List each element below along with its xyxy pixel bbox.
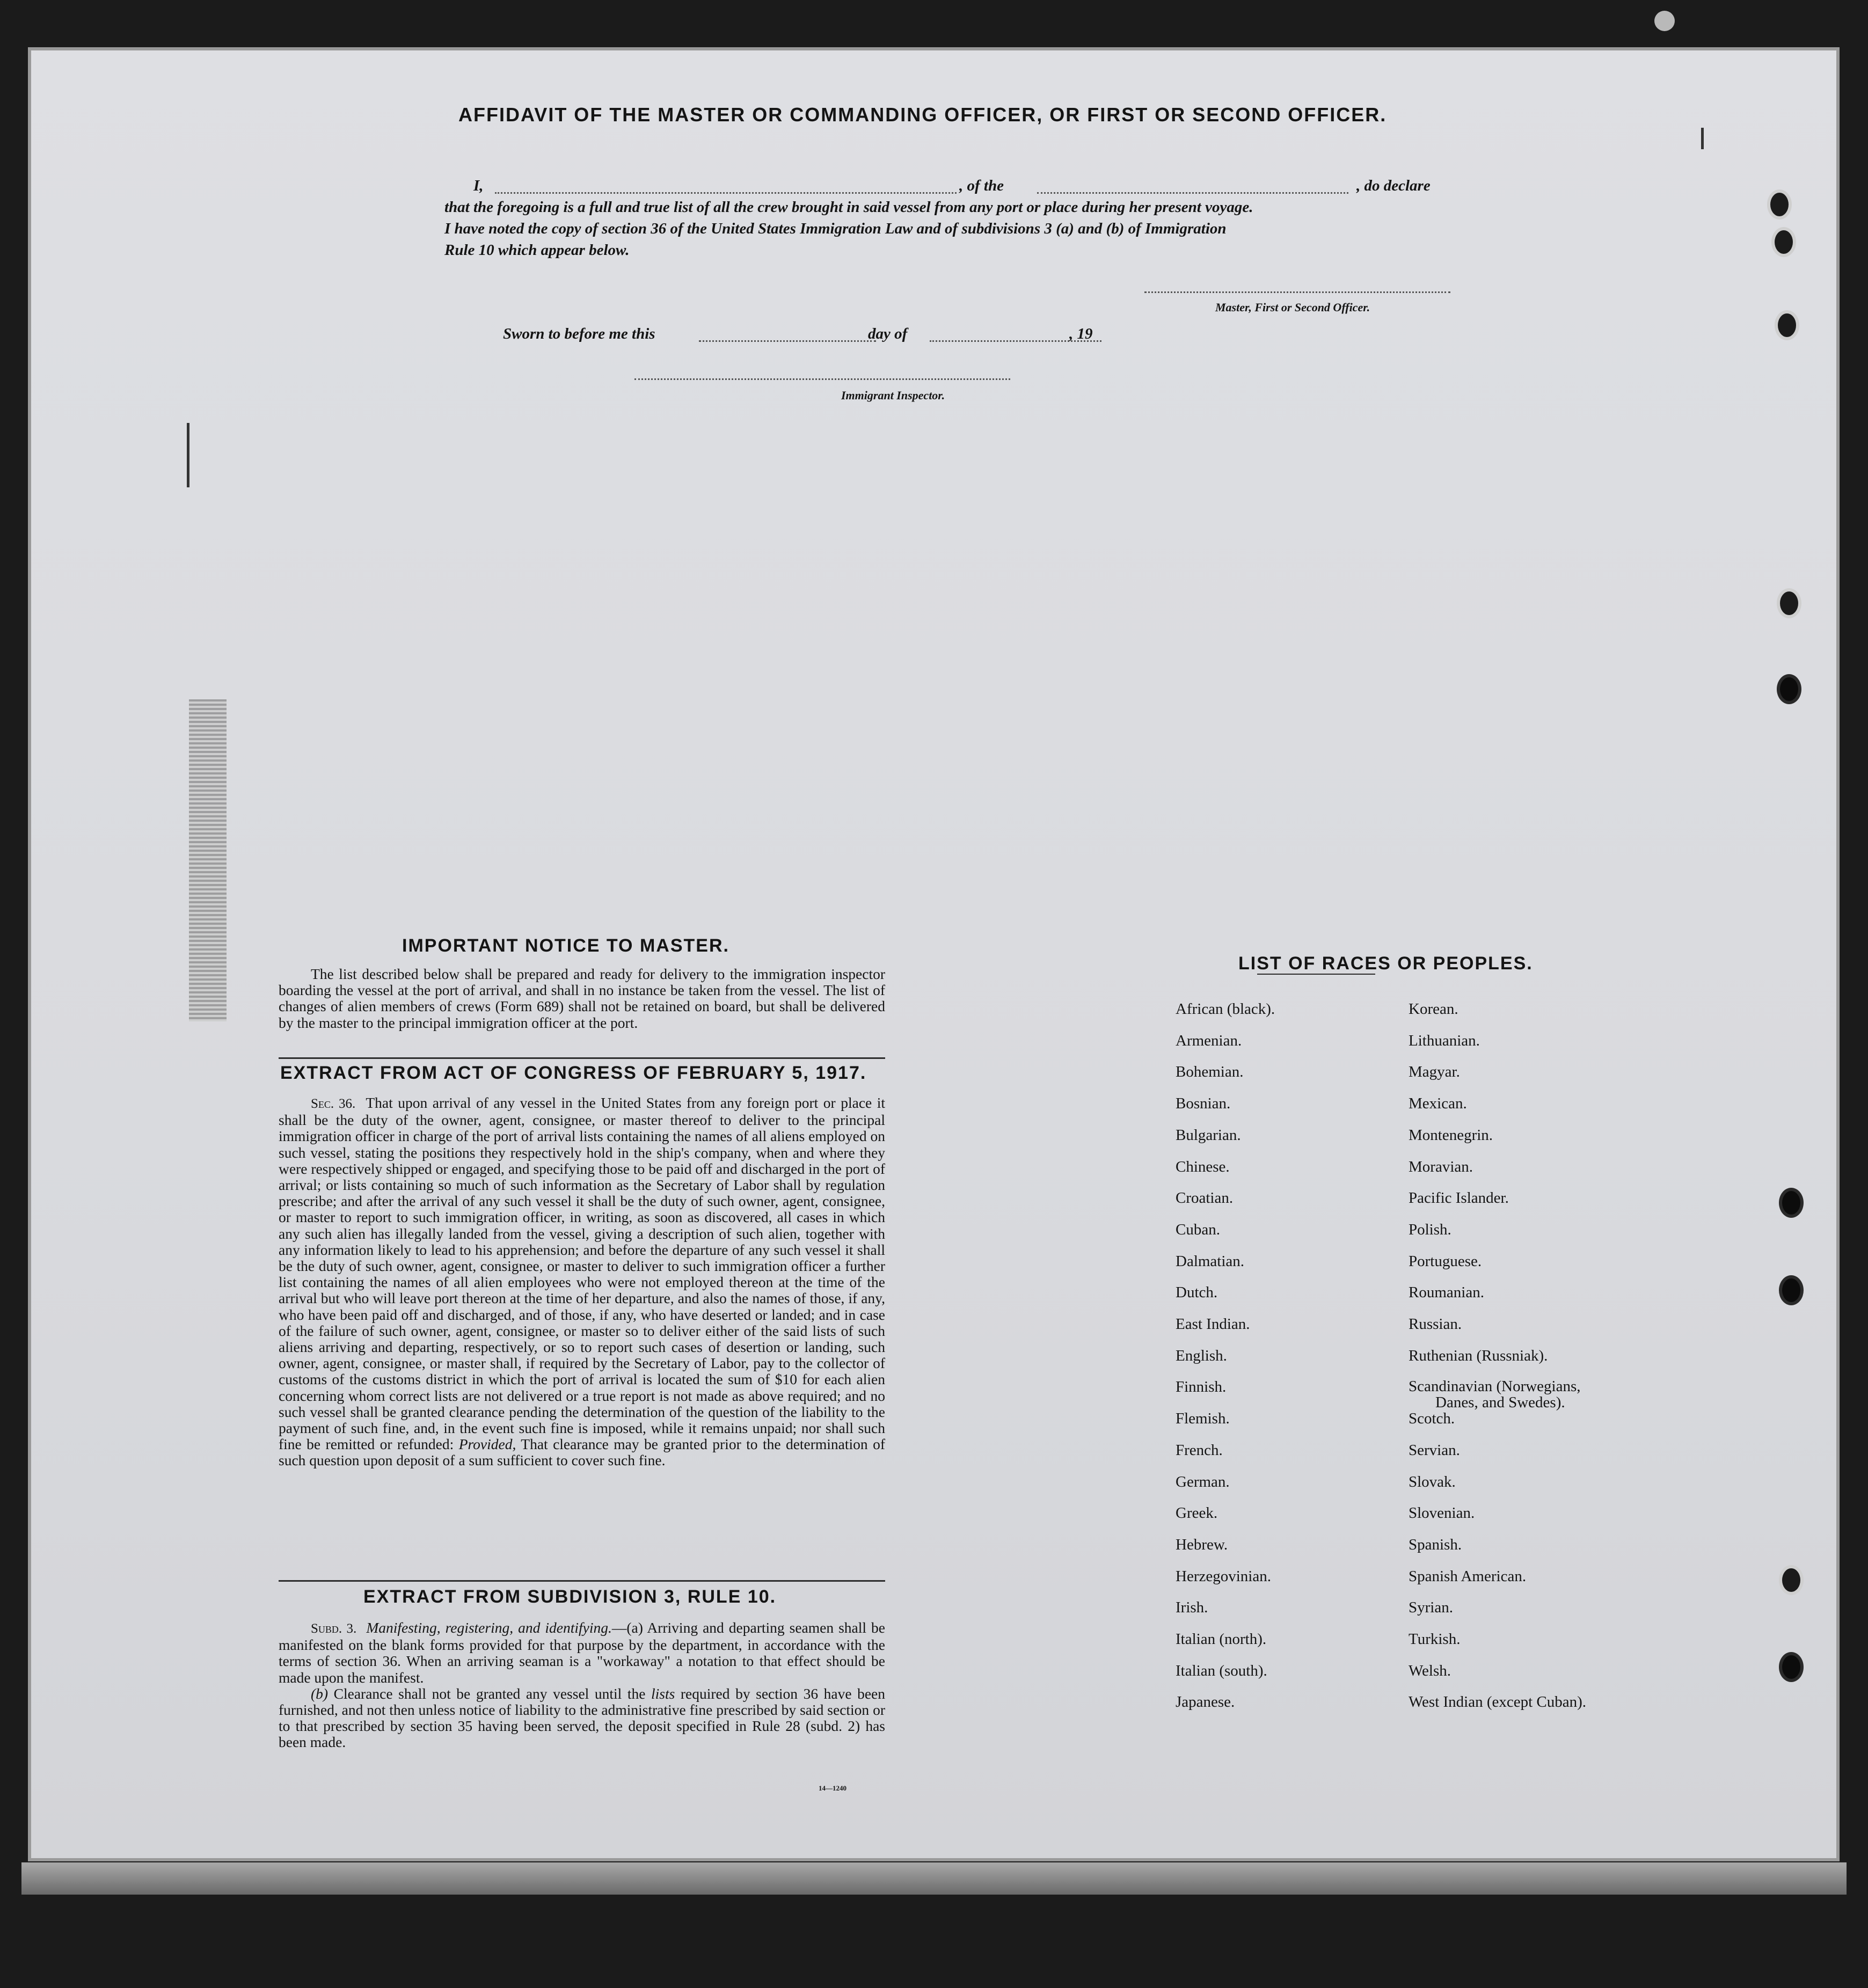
race-item: Cuban.: [1176, 1220, 1220, 1238]
notice-title: IMPORTANT NOTICE TO MASTER.: [402, 935, 729, 956]
signature-caption: Master, First or Second Officer.: [1215, 301, 1370, 314]
binder-hole: [1779, 1275, 1804, 1305]
race-item: Italian (north).: [1176, 1631, 1267, 1648]
race-item: Servian.: [1409, 1441, 1460, 1459]
race-item: Bulgarian.: [1176, 1126, 1241, 1144]
race-item: Scotch.: [1409, 1410, 1455, 1428]
race-item: Flemish.: [1176, 1410, 1230, 1428]
act-rule: [279, 1580, 885, 1582]
race-item: Japanese.: [1176, 1693, 1235, 1711]
affidavit-of-the: , of the: [959, 177, 1004, 194]
part-b-label: (b): [311, 1685, 329, 1702]
act-title: EXTRACT FROM ACT OF CONGRESS OF FEBRUARY 5, 1917.: [280, 1063, 867, 1083]
corner-mark: [1654, 11, 1675, 31]
race-item: Slovak.: [1409, 1473, 1456, 1490]
act-text-end: That clearance may be granted prior to the determination of such question upon deposit of a sum sufficient to cover such fine.: [279, 1436, 885, 1469]
inspector-blank[interactable]: [634, 378, 1010, 380]
affidavit-line4: Rule 10 which appear below.: [444, 242, 630, 259]
part-a-text: —(a) Arriving and departing seamen shall be manifested on the blank forms provided for that purpose by the department, in accordance with the terms of section 36. When an arriving seaman is a "workaway" a notation to that effect should be made upon the manifest.: [279, 1619, 885, 1686]
binder-hole: [1779, 1188, 1804, 1218]
race-item: West Indian (except Cuban).: [1409, 1693, 1587, 1711]
binder-hole: [1779, 1652, 1804, 1682]
race-item: Hebrew.: [1176, 1536, 1228, 1553]
signature-blank[interactable]: [1144, 291, 1450, 293]
race-item: Polish.: [1409, 1220, 1451, 1238]
notice-text: The list described below shall be prepared and ready for delivery to the immigration inspector boarding the vessel at the port of arrival, and shall in no instance be taken from the vessel. The list of changes of alien members of crews (Form 689) shall not be retained on board, but shall be delivered by the master to the principal immigration officer at the port.: [279, 966, 885, 1031]
race-item: Welsh.: [1409, 1662, 1451, 1679]
race-item: Turkish.: [1409, 1631, 1461, 1648]
race-item: Chinese.: [1176, 1158, 1230, 1175]
paper-stack-edge: [21, 1862, 1847, 1895]
affidavit-i: I,: [473, 177, 484, 194]
part-b-text-1: Clearance shall not be granted any vessel until the: [333, 1685, 646, 1702]
race-item: Herzegovinian.: [1176, 1567, 1271, 1585]
race-item: Mexican.: [1409, 1095, 1467, 1113]
race-item: Italian (south).: [1176, 1662, 1267, 1679]
race-item: Greek.: [1176, 1504, 1218, 1522]
race-item-continuation: Danes, and Swedes).: [1435, 1394, 1565, 1412]
affidavit-title: AFFIDAVIT OF THE MASTER OR COMMANDING OFFICER, OR FIRST OR SECOND OFFICER.: [458, 104, 1387, 126]
race-item: Ruthenian (Russniak).: [1409, 1347, 1548, 1364]
binder-hole: [1771, 227, 1796, 257]
margin-smudge: [189, 699, 227, 1021]
rule-body: [279, 1620, 885, 1751]
affidavit-line3: I have noted the copy of section 36 of the United States Immigration Law and of subdivisions 3 (a) and (b) of Immigration: [444, 220, 1227, 237]
race-item: Portuguese.: [1409, 1252, 1482, 1270]
race-item: Magyar.: [1409, 1063, 1460, 1081]
subd-heading: Manifesting, registering, and identifying.: [366, 1619, 612, 1636]
race-item: Korean.: [1409, 1000, 1458, 1018]
race-item: Lithuanian.: [1409, 1032, 1480, 1049]
race-item: French.: [1176, 1441, 1223, 1459]
sworn-day-blank[interactable]: [699, 340, 876, 342]
race-item: Dalmatian.: [1176, 1252, 1245, 1270]
document-page: [28, 47, 1840, 1861]
race-item: Pacific Islander.: [1409, 1189, 1509, 1207]
affidavit-declare: , do declare: [1356, 177, 1431, 194]
binder-hole: [1779, 1565, 1804, 1595]
act-text: That upon arrival of any vessel in the United States from any foreign port or place it shall be the duty of the owner, agent, consignee, or master thereof to deliver to the principal immigration officer in charge of the port of arrival lists containing the names of all aliens employed on such vessel, stating the positions they respectively hold in the ship's company, when and where they were respectively shipped or engaged, and specifying those to be paid off and discharged in the port of arrival; or lists containing so much of such information as the Secretary of Labor shall by regulation prescribe; and after the arrival of any such vessel it shall be the duty of such owner, agent, consignee, or master to report to such immigration officer, in writing, as soon as discovered, all cases in which any such alien has illegally landed from the vessel, giving a description of such alien, together with any information likely to lead to his apprehension; and before the departure of any such vessel it shall be the duty of such owner, agent, consignee, or master to deliver to such immigration officer a further list containing the names of all alien employees who were not employed thereon at the time of the arrival but who will leave port thereon at the time of her departure, and also the names of those, if any, who have been paid off and discharged, and of those, if any, who have deserted or landed; and in case of the failure of such owner, agent, consignee, or master so to deliver either of the said lists of such aliens arriving and departing, respectively, or so to report such cases of desertion or landing, such owner, agent, consignee, or master shall, if required by the Secretary of Labor, pay to the collector of customs of the customs district in which the port of arrival is located the sum of $10 for each alien concerning whom correct lists are not delivered or a true report is not made as above required; and no such vessel shall be granted clearance pending the determination of the question of the liability to the payment of such fine, and, in the event such fine is imposed, while it remains unpaid; nor shall such fine be remitted or refunded:: [279, 1094, 886, 1453]
name-blank[interactable]: [495, 192, 957, 194]
race-item: Bosnian.: [1176, 1095, 1231, 1113]
binder-hole: [1777, 674, 1801, 704]
act-body: [279, 1095, 885, 1469]
race-item: Scandinavian (Norwegians, Danes, and Swedes).: [1409, 1378, 1602, 1410]
races-title: LIST OF RACES OR PEOPLES.: [1238, 953, 1533, 974]
inspector-caption: Immigrant Inspector.: [841, 389, 945, 402]
margin-mark: [187, 423, 189, 487]
race-item: African (black).: [1176, 1000, 1275, 1018]
race-item: Moravian.: [1409, 1158, 1473, 1175]
margin-mark-2: [1701, 128, 1704, 149]
race-item: Bohemian.: [1176, 1063, 1244, 1081]
year-text: , 19: [1069, 325, 1093, 342]
race-item: Finnish.: [1176, 1378, 1227, 1396]
race-item: Russian.: [1409, 1315, 1462, 1333]
affidavit-line2: that the foregoing is a full and true list of all the crew brought in said vessel from any port or place during her present voyage.: [444, 199, 1253, 216]
binder-hole: [1767, 189, 1792, 220]
day-of-text: day of: [868, 325, 908, 342]
race-item: Spanish.: [1409, 1536, 1462, 1553]
notice-rule: [279, 1057, 885, 1059]
race-item: Montenegrin.: [1409, 1126, 1493, 1144]
race-item: Irish.: [1176, 1599, 1208, 1617]
race-item: Spanish American.: [1409, 1567, 1527, 1585]
race-item: English.: [1176, 1347, 1227, 1364]
binder-hole: [1777, 588, 1801, 618]
race-item: Croatian.: [1176, 1189, 1234, 1207]
part-b-text-2: required by section 36 have been furnished, and not then unless notice of liability to the administrative fine prescribed by said section or to that prescribed by section 35 having been served, the deposit specified in Rule 28 (subd. 2) has been made.: [279, 1685, 886, 1751]
part-b-lists: lists: [651, 1685, 675, 1702]
binder-hole: [1775, 310, 1799, 340]
subd-label: Subd. 3.: [311, 1621, 357, 1636]
rule-title: EXTRACT FROM SUBDIVISION 3, RULE 10.: [363, 1587, 777, 1607]
race-item: German.: [1176, 1473, 1230, 1490]
race-item: Slovenian.: [1409, 1504, 1475, 1522]
sec-label: Sec. 36.: [311, 1097, 356, 1111]
race-item: East Indian.: [1176, 1315, 1250, 1333]
race-item: Armenian.: [1176, 1032, 1242, 1049]
race-item: Roumanian.: [1409, 1284, 1484, 1302]
race-item: Dutch.: [1176, 1284, 1218, 1302]
form-number: 14—1240: [819, 1784, 847, 1792]
race-item: Syrian.: [1409, 1599, 1453, 1617]
vessel-blank[interactable]: [1037, 192, 1348, 194]
notice-body: [279, 966, 885, 1031]
sworn-text: Sworn to before me this: [503, 325, 655, 342]
races-rule: [1257, 974, 1375, 975]
provided-word: Provided,: [458, 1436, 516, 1453]
